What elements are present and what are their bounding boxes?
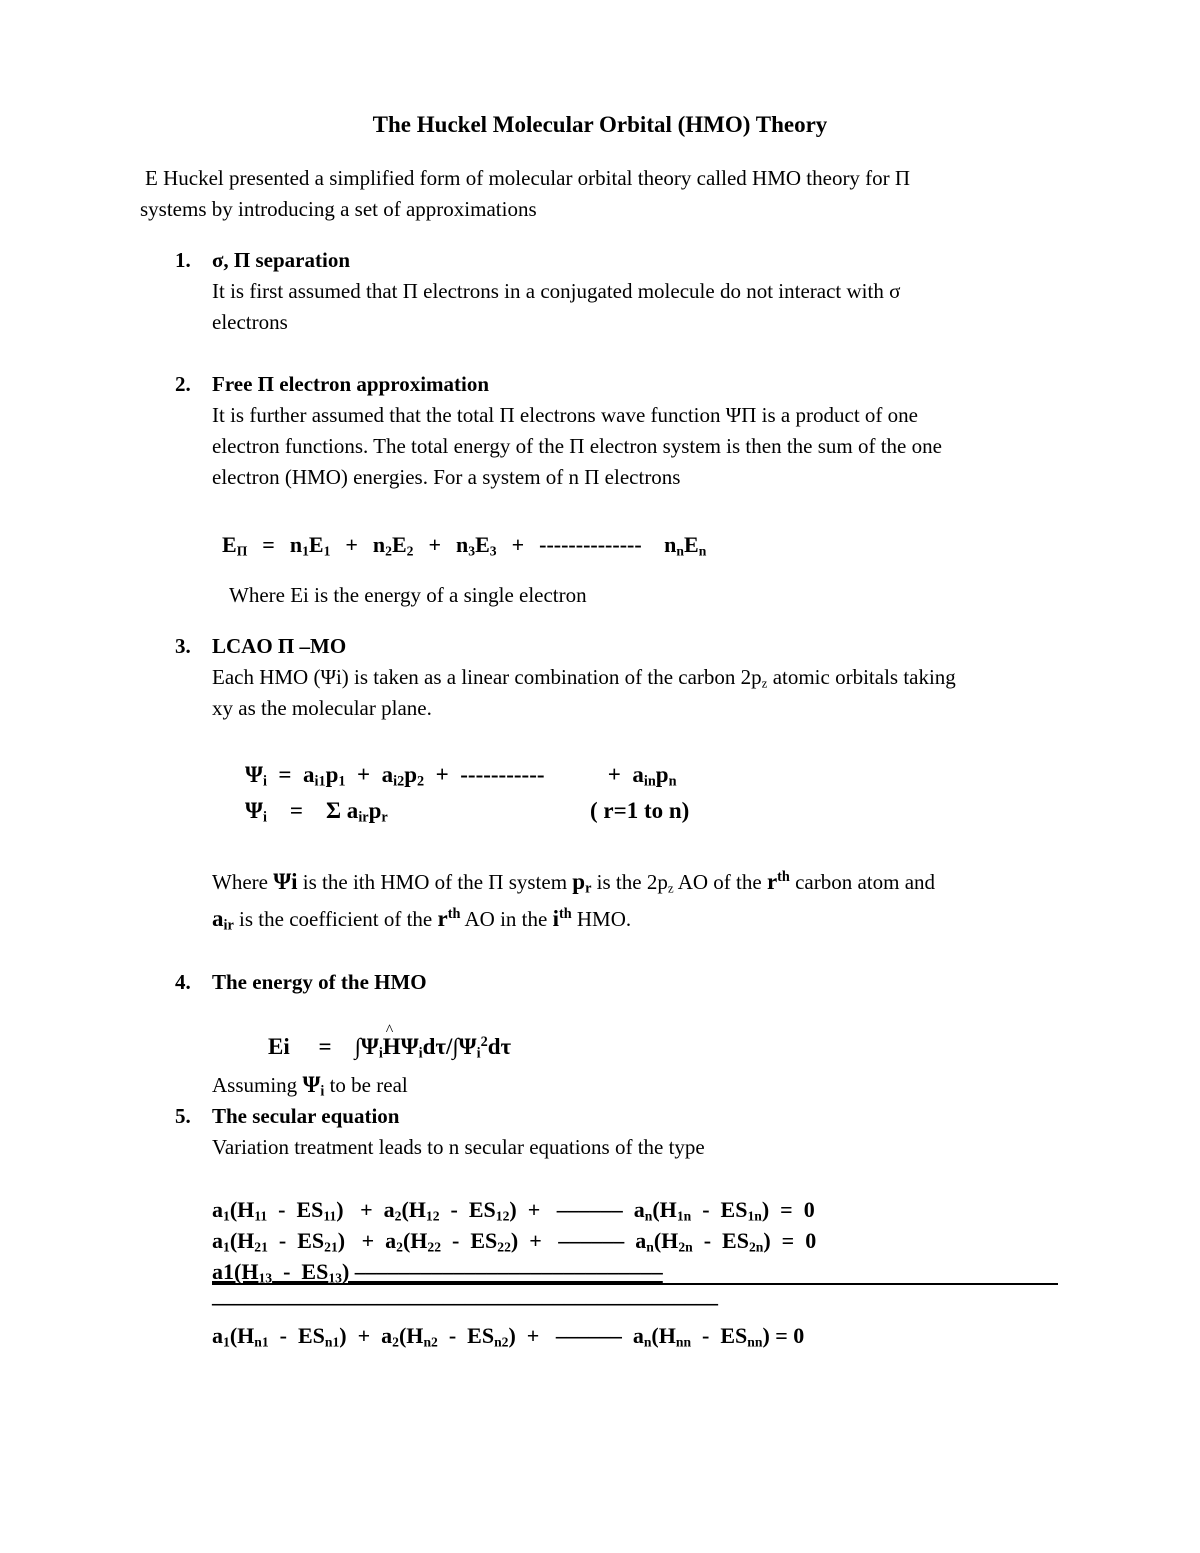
section-3-text-2: xy as the molecular plane. (212, 696, 432, 720)
section-4-heading: The energy of the HMO (212, 970, 427, 994)
secular-equation-1: $a_1(H_{11} - ES_{11}) + a_2(H_{12} - ES_{12})$ + –––––– $a_n(H_{1n} - ES_{1n}) = 0$ (212, 1197, 815, 1224)
section-5-text-1: Variation treatment leads to n secular equations of the type (212, 1135, 705, 1159)
section-2-text-3: electron (HMO) energies. For a system of n Π electrons (212, 465, 681, 489)
section-3-text-1: Each HMO (Ψi) is taken as a linear combination of the carbon $2p_z$ atomic orbitals taking (212, 665, 956, 691)
secular-continuation-dashes: –––––––––––––––––––––––––––––––––––––––––––––– (212, 1290, 718, 1315)
lcao-range: ( r=1 to n) (590, 798, 690, 823)
section-2-text-1: It is further assumed that the total Π electrons wave function ΨΠ is a product of one (212, 403, 918, 427)
lcao-expansion-equation: $\Psi_i = a_{i1}p_1 + a_{i2}p_2$ + ----------- + $a_{in}p_n$ (245, 762, 677, 790)
section-5-heading: The secular equation (212, 1104, 400, 1128)
section-1-heading: σ, Π separation (212, 248, 351, 272)
section-5-number: 5. (175, 1104, 191, 1128)
section-3-heading: LCAO Π –MO (212, 634, 347, 658)
lcao-sum-equation: $\Psi_i$ = Σ $a_{ir}p_r$ (245, 798, 388, 826)
section-4-number: 4. (175, 970, 191, 994)
section-3-number: 3. (175, 634, 191, 658)
energy-sum-equation: $E_\Pi = n_1E_1 + n_2E_2 + n_3E_3$ + -------------- $n_nE_n$ (222, 532, 707, 559)
section-2-text-2: electron functions. The total energy of the Π electron system is then the sum of the one (212, 434, 942, 458)
section-1-text-2: electrons (212, 310, 288, 334)
secular-equation-n: $a_1(H_{n1} - ES_{n1}) + a_2(H_{n2} - ES_{n2})$ + –––––– $a_n(H_{nn} - ES_{nn}) = 0$ (212, 1323, 805, 1350)
page-title: The Huckel Molecular Orbital (HMO) Theory (372, 112, 828, 137)
secular-equation-3: $a1(H_{13} - ES_{13})$ –––––––––––––––––––––––––––– (212, 1259, 663, 1286)
section-3-where-2: $a_{ir}$ is the coefficient of the $r^{th}$ AO in the $i^{th}$ HMO. (212, 906, 632, 934)
intro-line-2: systems by introducing a set of approximations (140, 197, 537, 221)
secular-equation-2: $a_1(H_{21} - ES_{21}) + a_2(H_{22} - ES_{22})$ + –––––– $a_n(H_{2n} - ES_{2n}) = 0$ (212, 1228, 817, 1255)
section-2-heading: Free Π electron approximation (212, 372, 490, 396)
section-1-number: 1. (175, 248, 191, 272)
intro-line-1: E Huckel presented a simplified form of molecular orbital theory called HMO theory for Π (145, 166, 911, 190)
section-3-where-1: Where Ψi is the ith HMO of the Π system $p_r$ is the $2p_z$ AO of the $r^{th}$ carbon atom and (212, 869, 936, 897)
horizontal-rule (212, 1283, 1058, 1285)
section-2-note: Where Ei is the energy of a single electron (229, 583, 587, 607)
section-1-text-1: It is first assumed that Π electrons in a conjugated molecule do not interact with σ (212, 279, 901, 303)
hmo-energy-equation: Ei = $\int\Psi_i\^{}$ $H\Psi_id\tau/\int\Psi_i^2d\tau$ (268, 1035, 511, 1058)
section-2-number: 2. (175, 372, 191, 396)
section-4-note: Assuming $\Psi_i$ to be real (212, 1072, 408, 1100)
